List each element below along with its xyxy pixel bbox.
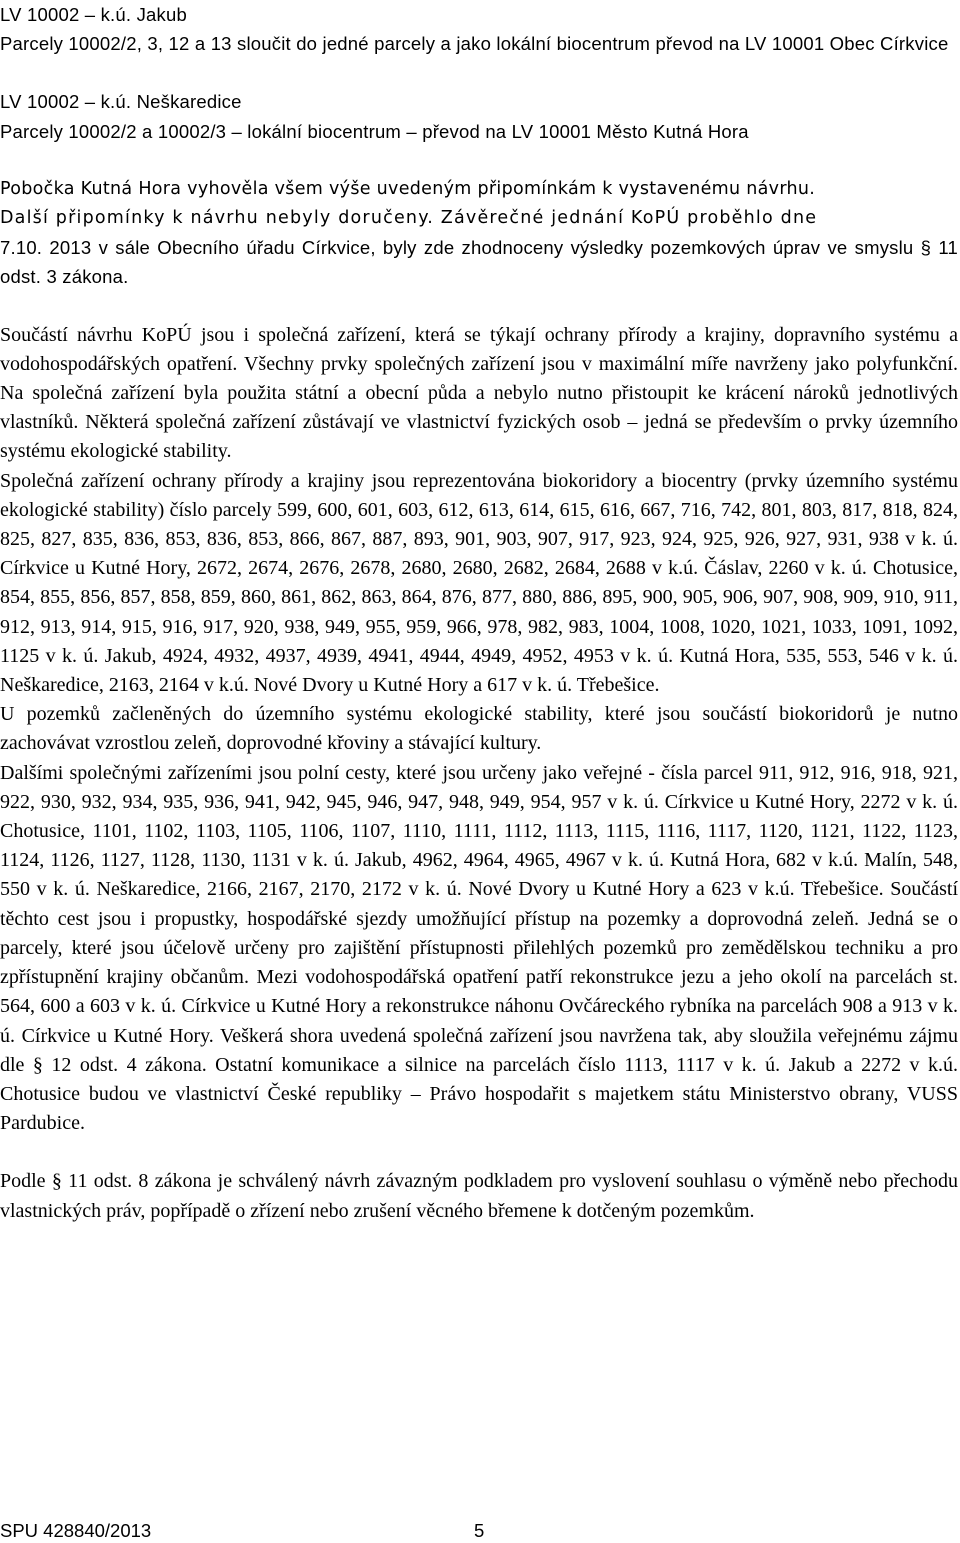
nature-protection-paragraph: Společná zařízení ochrany přírody a krajiny jsou reprezentována biokoridory a biocentry (prvky územního systému ekologické stability) číslo parcely 599, 600, 601, 603, 612, 613, 614, 615, 616, 667, 716, 742, 801, 803, 817, 818, 824, 825, 827, 835, 836, 853, 836, 853, 866, 867, 887, 893, 901, 903, 907, 917, 923, 924, 925, 926, 927, 931, 938 v k. ú. Církvice u Kutné Hory, 2672, 2674, 2676, 2678, 2680, 2680, 2682, 2684, 2688 v k.ú. Čáslav, 2260 v k. ú. Chotusice, 854, 855, 856, 857, 858, 859, 860, 861, 862, 863, 864, 876, 877, 880, 886, 895, 900, 905, 906, 907, 908, 909, 910, 911, 912, 913, 914, 915, 916, 917, 920, 938, 949, 955, 959, 966, 978, 982, 983, 1004, 1008, 1020, 1021, 1033, 1091, 1092, 1125 v k. ú. Jakub, 4924, 4932, 4937, 4939, 4941, 4944, 4949, 4952, 4953 v k. ú. Kutná Hora, 535, 553, 546 v k. ú. Neškaredice, 2163, 2164 v k.ú. Nové Dvory u Kutné Hory a 617 v k. ú. Třebešice. [0,469,958,697]
entry-heading-jakub: LV 10002 – k.ú. Jakub [0,4,187,25]
spacer [0,1138,958,1167]
spacer [0,58,958,87]
branch-paragraph-line-3: 7.10. 2013 v sále Obecního úřadu Církvice, byly zde zhodnoceny výsledky pozemkových úprav ve smyslu § 11 odst. 3 zákona. [0,237,958,288]
branch-paragraph-line-1: Pobočka Kutná Hora vyhověla všem výše uvedeným připomínkám k vystavenému návrhu. [0,178,816,199]
entry-heading-neskaredice: LV 10002 – k.ú. Neškaredice [0,91,242,113]
document-reference: SPU 428840/2013 [0,1520,152,1541]
spacer [0,146,958,175]
biocorridor-paragraph: U pozemků začleněných do územního systému ekologické stability, které jsou součástí biokoridorů je nutno zachovávat vzrostlou zeleň, doprovodné křoviny a stávající kultury. [0,703,958,755]
entry-text-jakub: Parcely 10002/2, 3, 12 a 13 sloučit do jedné parcely a jako lokální biocentrum převod na LV 10001 Obec Církvice [0,33,949,55]
page-footer [0,1518,600,1543]
field-roads-paragraph: Dalšími společnými zařízeními jsou polní cesty, které jsou určeny jako veřejné - čísla parcel 911, 912, 916, 918, 921, 922, 930, 932, 934, 935, 936, 941, 942, 945, 946, 947, 948, 949, 954, 957 v k. ú. Církvice u Kutné Hory, 2272 v k. ú. Chotusice, 1101, 1102, 1103, 1105, 1106, 1107, 1110, 1111, 1112, 1113, 1115, 1116, 1117, 1120, 1121, 1122, 1123, 1124, 1126, 1127, 1128, 1130, 1131 v k. ú. Jakub, 4962, 4964, 4965, 4967 v k. ú. Kutná Hora, 682 v k.ú. Malín, 548, 550 v k. ú. Neškaredice, 2166, 2167, 2170, 2172 v k. ú. Nové Dvory u Kutné Hory a 623 v k.ú. Třebešice. Součástí těchto cest jsou i propustky, hospodářské sjezdy umožňující přístup na pozemky a doprovodná zeleň. Jedná se o parcely, které jsou účelově určeny pro zajištění přístupnosti přilehlých pozemků pro zemědělskou techniku a pro zpřístupnění krajiny občanům. Mezi vodohospodářská opatření patří rekonstrukce jezu a jeho okolí na parcelách st. 564, 600 a 603 v k. ú. Církvice u Kutné Hory a rekonstrukce náhonu Ovčáreckého rybníka na parcelách 908 a 913 v k. ú. Církvice u Kutné Hory. Veškerá shora uvedená společná zařízení jsou navržena tak, aby sloužila veřejnému zájmu dle § 12 odst. 4 zákona. Ostatní komunikace a silnice na parcelách číslo 1113, 1117 v k. ú. Jakub a 2272 v k.ú. Chotusice budou ve vlastnictví České republiky – Právo hospodařit s majetkem státu Ministerstvo obrany, VUSS Pardubice. [0,761,958,1135]
branch-paragraph-line-2: Další připomínky k návrhu nebyly doručeny. Závěrečné jednání KoPÚ proběhlo dne [0,208,818,229]
common-facilities-paragraph: Součástí návrhu KoPÚ jsou i společná zařízení, která se týkají ochrany přírody a krajiny, dopravního systému a vodohospodářských opatření. Všechny prvky společných zařízení jsou v maximální míře navrženy jako polyfunkční. Na společná zařízení byla použita státní a obecní půda a nebylo nutno přistoupit ke krácení nároků jednotlivých vlastníků. Některá společná zařízení zůstávají ve vlastnictví fyzických osob – jedná se především o prvky územního systému ekologické stability. [0,323,958,463]
entry-text-neskaredice: Parcely 10002/2 a 10002/3 – lokální biocentrum – převod na LV 10001 Město Kutná Hora [0,120,749,142]
law-paragraph: Podle § 11 odst. 8 zákona je schválený návrh závazným podkladem pro vyslovení souhlasu o výměně nebo přechodu vlastnických práv, popřípadě o zřízení nebo zrušení věcného břemene k dotčeným pozemkům. [0,1170,958,1222]
spacer [0,292,958,321]
page-number: 5 [474,1520,485,1541]
